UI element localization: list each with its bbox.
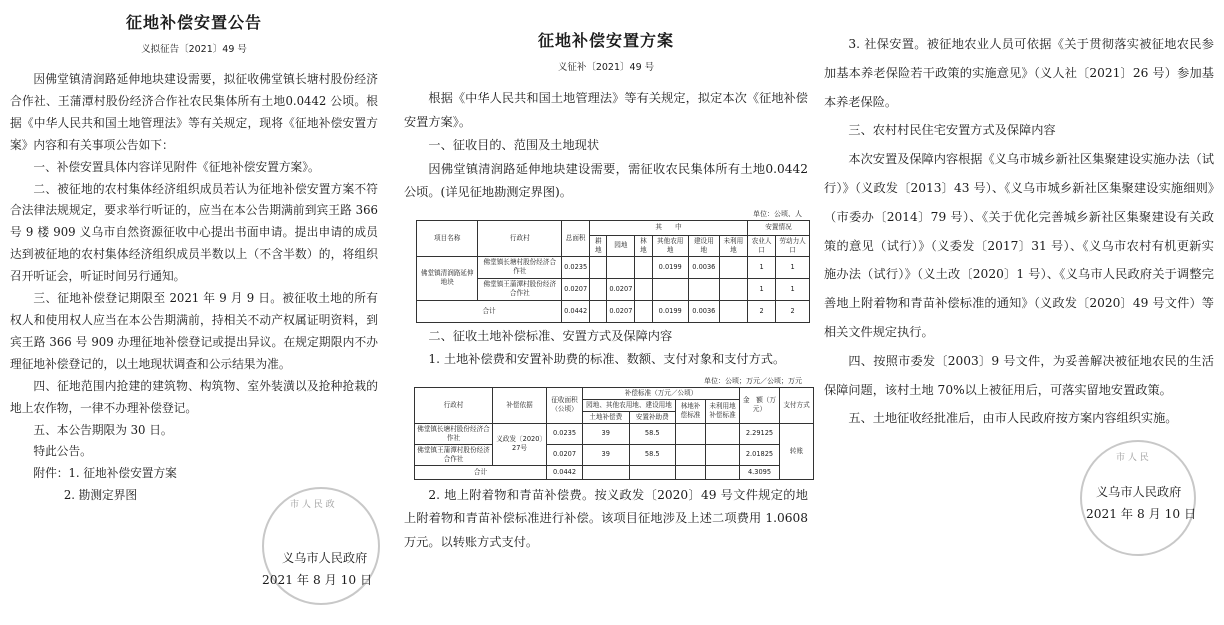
table-header: 园地、其他农用地、建设用地 — [583, 399, 676, 411]
table-cell: 佛堂镇王蒲潭村股份经济合作社 — [478, 278, 562, 300]
announcement-doc-number: 义拟征告〔2021〕49 号 — [141, 44, 247, 55]
table-header: 征收面积（公顷） — [547, 387, 583, 423]
table2-unit: 单位：公顷；万元／公顷；万元 — [704, 376, 802, 385]
paragraph: 四、按照市委发〔2003〕9 号文件，为妥善解决被征地农民的生活保障问题，该村土地 70%以上被征用后，可落实留地安置政策。 — [824, 353, 1214, 397]
table-header: 安置情况 — [747, 220, 809, 235]
plan-doc-number: 义征补〔2021〕49 号 — [557, 62, 655, 73]
signature-org: 义乌市人民政府 — [1096, 485, 1182, 499]
seal-text: 市 人 民 — [1116, 453, 1149, 463]
paragraph: 2. 地上附着物和青苗补偿费。按义政发〔2020〕49 号文件规定的地上附着物和青苗补偿标准进行补偿。该项目征地涉及上述二项费用 1.0608 万元。以转账方式支付。 — [404, 487, 808, 549]
table-cell: 0.0199 — [652, 300, 688, 322]
table-header: 支付方式 — [780, 387, 814, 423]
table-header: 行政村 — [415, 387, 493, 423]
table-cell — [635, 300, 652, 322]
table-header: 项目名称 — [417, 220, 478, 256]
table-cell — [652, 278, 688, 300]
plan-title: 征地补偿安置方案 — [537, 31, 674, 50]
table-cell — [590, 256, 607, 278]
table-header: 其 中 — [590, 220, 748, 235]
table-header: 安置补助费 — [629, 411, 676, 423]
table-cell — [719, 278, 747, 300]
table-cell: 0.0036 — [688, 256, 719, 278]
table-cell: 1 — [776, 278, 810, 300]
table-cell: 2.01825 — [740, 444, 780, 465]
table-cell — [706, 465, 740, 479]
table-cell: 58.5 — [629, 423, 676, 444]
attachment-line-1: 附件：1. 征地补偿安置方案 — [33, 466, 177, 481]
table-cell: 58.5 — [629, 444, 676, 465]
table-header: 建设用地 — [688, 235, 719, 256]
table-cell: 0.0207 — [562, 278, 590, 300]
table-cell: 佛堂镇清润路延伸地块 — [417, 256, 478, 300]
table-cell: 佛堂镇长塘村股份经济合作社 — [478, 256, 562, 278]
table-cell: 0.0207 — [547, 444, 583, 465]
paragraph: 一、补偿安置具体内容详见附件《征地补偿安置方案》。 — [33, 159, 320, 174]
table-header: 补偿标准（万元／公顷） — [583, 387, 740, 399]
compensation-table — [414, 387, 814, 480]
table-header: 未利用地补偿标准 — [706, 399, 740, 423]
table-cell: 4.3095 — [740, 465, 780, 479]
table-cell: 2 — [776, 300, 810, 322]
signature-org: 义乌市人民政府 — [282, 551, 368, 565]
table-cell — [629, 465, 676, 479]
attachment-line-2: 2. 勘测定界图 — [63, 488, 138, 503]
announcement-title: 征地补偿安置公告 — [125, 13, 262, 32]
section-heading: 二、征收土地补偿标准、安置方式及保障内容 — [428, 328, 673, 343]
table-cell — [583, 465, 630, 479]
seal-text: 市 人 民 政 — [290, 500, 335, 510]
table-cell: 0.0207 — [607, 300, 635, 322]
table-cell — [719, 256, 747, 278]
paragraph: 3. 社保安置。被征地农业人员可依据《关于贯彻落实被征地农民参加基本养老保险若干政策的实施意见》（义人社〔2021〕26 号）参加基本养老保险。 — [824, 37, 1214, 109]
paragraph: 五、土地征收经批准后，由市人民政府按方案内容组织实施。 — [848, 411, 1178, 426]
signature-date: 2021 年 8 月 10 日 — [1086, 507, 1197, 521]
table-cell: 转账 — [780, 423, 814, 479]
table-header: 金 额（万元） — [740, 387, 780, 423]
table-cell — [706, 423, 740, 444]
table-cell — [676, 423, 706, 444]
paragraph: 因佛堂镇清润路延伸地块建设需要，拟征收佛堂镇长塘村股份经济合作社、王蒲潭村股份经济合作社农民集体所有土地0.0442 公顷。根据《中华人民共和国土地管理法》等有关规定，现将《征地补偿安置方案》内容和有关事项公告如下： — [10, 72, 378, 152]
table-header: 农业人口 — [747, 235, 775, 256]
paragraph: 1. 土地补偿费和安置补助费的标准、数额、支付对象和支付方式。 — [428, 352, 786, 366]
table-cell: 义政发〔2020〕27号 — [493, 423, 547, 465]
table-cell — [607, 256, 635, 278]
table-row — [415, 423, 814, 444]
table-cell — [719, 300, 747, 322]
table-cell: 0.0207 — [607, 278, 635, 300]
table-cell: 0.0199 — [652, 256, 688, 278]
paragraph: 根据《中华人民共和国土地管理法》等有关规定，拟定本次《征地补偿安置方案》。 — [404, 91, 808, 129]
table-header: 总面积 — [562, 220, 590, 256]
paragraph: 特此公告。 — [33, 444, 92, 459]
section-heading: 三、农村村民住宅安置方式及保障内容 — [848, 123, 1056, 138]
table-cell — [590, 278, 607, 300]
table-cell — [590, 300, 607, 322]
table-header: 林地 — [635, 235, 652, 256]
table-cell — [635, 278, 652, 300]
table-row — [415, 444, 814, 465]
announcement-body — [10, 69, 378, 507]
table-row-total — [415, 465, 814, 479]
table-cell: 0.0442 — [547, 465, 583, 479]
table-cell: 佛堂镇长塘村股份经济合作社 — [415, 423, 493, 444]
table-cell: 1 — [747, 278, 775, 300]
table-header: 其他农用地 — [652, 235, 688, 256]
table-cell: 0.0442 — [562, 300, 590, 322]
plan-body — [404, 87, 808, 554]
table-row-total — [417, 300, 810, 322]
table-cell: 1 — [776, 256, 810, 278]
table-cell: 0.0235 — [547, 423, 583, 444]
table-header: 林地补偿标准 — [676, 399, 706, 423]
table-cell: 0.0235 — [562, 256, 590, 278]
table-cell — [706, 444, 740, 465]
table-cell: 39 — [583, 423, 630, 444]
table-header: 土地补偿费 — [583, 411, 630, 423]
table-cell — [688, 278, 719, 300]
table-cell — [676, 465, 706, 479]
table-header: 补偿依据 — [493, 387, 547, 423]
paragraph: 因佛堂镇清润路延伸地块建设需要，需征收农民集体所有土地0.0442 公顷。(详见征地勘测定界图)。 — [404, 161, 808, 199]
table-cell — [676, 444, 706, 465]
paragraph: 四、征地范围内抢建的建筑物、构筑物、室外装潢以及抢种抢栽的地上农作物，一律不办理补偿登记。 — [10, 378, 378, 415]
table-cell: 2 — [747, 300, 775, 322]
table-cell: 合计 — [415, 465, 547, 479]
table-header: 园地 — [607, 235, 635, 256]
table-cell: 2.29125 — [740, 423, 780, 444]
table-row — [417, 256, 810, 278]
plan-column — [396, 0, 814, 625]
paragraph: 二、被征地的农村集体经济组织成员若认为征地补偿安置方案不符合法律法规规定，要求举行听证的，应当在本公告期满前到宾王路 366 号 9 楼 909 义乌市自然资源征收中心提出书面申请。提出申请的成员达到被征地的农村集体经济组织成员半数以上（不含半数）的，将组织召开听证会，听证时间另行通知。 — [10, 181, 378, 284]
table-header: 耕地 — [590, 235, 607, 256]
table-header: 未利用地 — [719, 235, 747, 256]
table-cell: 1 — [747, 256, 775, 278]
table-header: 行政村 — [478, 220, 562, 256]
land-status-table — [416, 220, 810, 323]
table-cell: 佛堂镇王蒲潭村股份经济合作社 — [415, 444, 493, 465]
table-cell: 0.0036 — [688, 300, 719, 322]
signature-date: 2021 年 8 月 10 日 — [262, 573, 373, 587]
table-header: 劳动力人口 — [776, 235, 810, 256]
table-cell: 39 — [583, 444, 630, 465]
table1-unit: 单位：公顷、人 — [753, 209, 802, 218]
paragraph: 三、征地补偿登记期限至 2021 年 9 月 9 日。被征收土地的所有权人和使用权人应当在本公告期满前，持相关不动产权属证明资料，到宾王路 366 号 909 办理征地补偿登记或提出异议。在规定期限内不办理征地补偿登记的，以土地现状调查和公示结果为准。 — [10, 291, 378, 371]
table-cell — [635, 256, 652, 278]
paragraph: 本次安置及保障内容根据《义乌市城乡新社区集聚建设实施办法（试行）》（义政发〔2013〕43 号）、《义乌市城乡新社区集聚建设实施细则》（市委办〔2014〕79 号）、《关于优化完善城乡新社区集聚建设有关政策的意见（试行）》（义委发〔2017〕31 号）、《义乌市农村有机更新实施办法（试行）》（义土改〔2020〕1 号）、《义乌市人民政府关于调整完善地上附着物和青苗补偿标准的通知》（义政发〔2020〕49 号文件）等相关文件规定执行。 — [824, 152, 1215, 339]
section-heading: 一、征收目的、范围及土地现状 — [428, 138, 600, 152]
table-cell: 合计 — [417, 300, 562, 322]
paragraph: 五、本公告期限为 30 日。 — [33, 422, 173, 437]
